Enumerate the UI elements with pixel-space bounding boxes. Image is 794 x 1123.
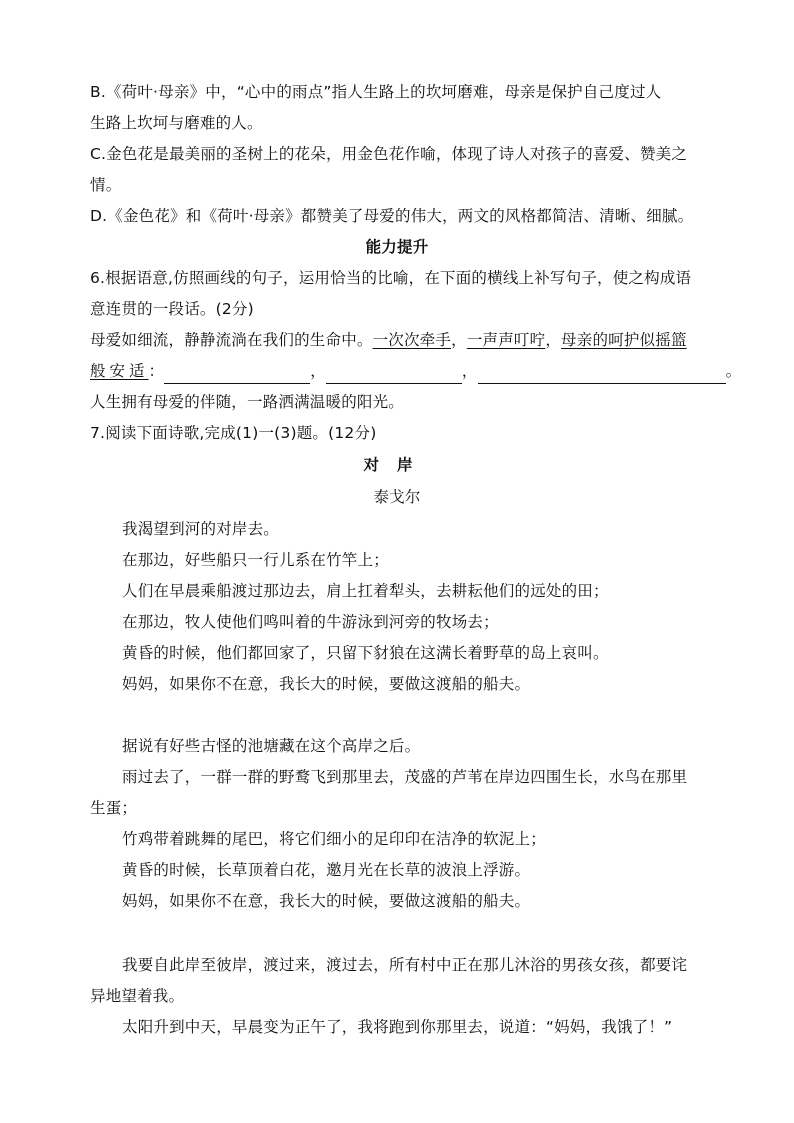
poem-line: 妈妈，如果你不在意，我长大的时候，要做这渡船的船夫。 [122, 675, 531, 693]
q6-passage-line-3: 人生拥有母爱的伴随，一路洒满温暖的阳光。 [90, 393, 405, 411]
q7-stem: 7.阅读下面诗歌,完成(1)一(3)题。(12分) [90, 424, 377, 442]
q6-comma-2: ， [461, 362, 478, 380]
option-d-line: D.《金色花》和《荷叶·母亲》都赞美了母爱的伟大，两文的风格都简洁、清晰、细腻。 [90, 207, 694, 225]
option-b-line-2: 生路上坎坷与磨难的人。 [90, 114, 263, 132]
q6-stem-line-2: 意连贯的一段话。(2分) [90, 300, 254, 318]
q6-passage-line-1 [90, 327, 704, 353]
q6-comma-1: ， [310, 362, 326, 380]
q6-passage-line-2 [90, 358, 742, 384]
poem-line: 异地望着我。 [90, 987, 185, 1005]
answer-blank-3[interactable] [478, 365, 726, 384]
option-c-line-2: 情。 [90, 176, 122, 194]
poem-line: 在那边，好些船只一行儿系在竹竿上； [122, 551, 389, 569]
option-b-line-1: B.《荷叶·母亲》中，“心中的雨点”指人生路上的坎坷磨难，母亲是保护自己度过人 [90, 83, 662, 101]
poem-line: 妈妈，如果你不在意，我长大的时候，要做这渡船的船夫。 [122, 892, 531, 910]
q6-sep-2: ， [545, 331, 562, 349]
poem-line: 黄昏的时候，他们都回家了，只留下豺狼在这满长着野草的岛上哀叫。 [122, 644, 609, 662]
q6-underlined-1: 一次次牵手 [372, 331, 452, 349]
poem-line: 我要自此岸至彼岸，渡过来，渡过去，所有村中正在那儿沐浴的男孩女孩，都要诧 [122, 956, 688, 974]
poem-line: 竹鸡带着跳舞的尾巴，将它们细小的足印印在洁净的软泥上； [122, 830, 546, 848]
answer-blank-2[interactable] [326, 365, 462, 384]
poem-line: 据说有好些古怪的池塘藏在这个高岸之后。 [122, 737, 421, 755]
poem-line: 我渴望到河的对岸去。 [122, 520, 280, 538]
answer-blank-1[interactable] [164, 365, 310, 384]
q6-sep-1: ， [451, 331, 467, 349]
poem-line: 生蛋； [90, 799, 138, 817]
poem-line: 太阳升到中天，早晨变为正午了，我将跑到你那里去，说道：“妈妈，我饿了！” [122, 1018, 673, 1036]
q6-colon: ： [148, 362, 165, 380]
q6-passage-text: 母爱如细流，静静流淌在我们的生命中。 [90, 331, 373, 349]
poem-line: 在那边，牧人使他们鸣叫着的牛游泳到河旁的牧场去； [122, 613, 499, 631]
q6-end-period: 。 [725, 362, 742, 380]
section-title: 能力提升 [365, 238, 429, 256]
poem-line: 人们在早晨乘船渡过那边去，肩上扛着犁头，去耕耘他们的远处的田； [122, 582, 609, 600]
q6-underlined-3: 母亲的呵护似摇篮 [561, 331, 687, 349]
q6-underlined-4: 般安适 [90, 362, 149, 380]
q6-underlined-2: 一声声叮咛 [466, 331, 546, 349]
option-c-line-1: C.金色花是最美丽的圣树上的花朵，用金色花作喻，体现了诗人对孩子的喜爱、赞美之 [90, 145, 688, 163]
poem-line: 黄昏的时候，长草顶着白花，邀月光在长草的波浪上浮游。 [122, 861, 531, 879]
poem-title: 对岸 [363, 456, 431, 474]
poem-line: 雨过去了，一群一群的野鹜飞到那里去，茂盛的芦苇在岸边四围生长，水鸟在那里 [122, 768, 688, 786]
q6-stem-line-1: 6.根据语意,仿照画线的句子，运用恰当的比喻，在下面的横线上补写句子，使之构成语 [90, 269, 692, 287]
poem-author: 泰戈尔 [373, 488, 421, 506]
